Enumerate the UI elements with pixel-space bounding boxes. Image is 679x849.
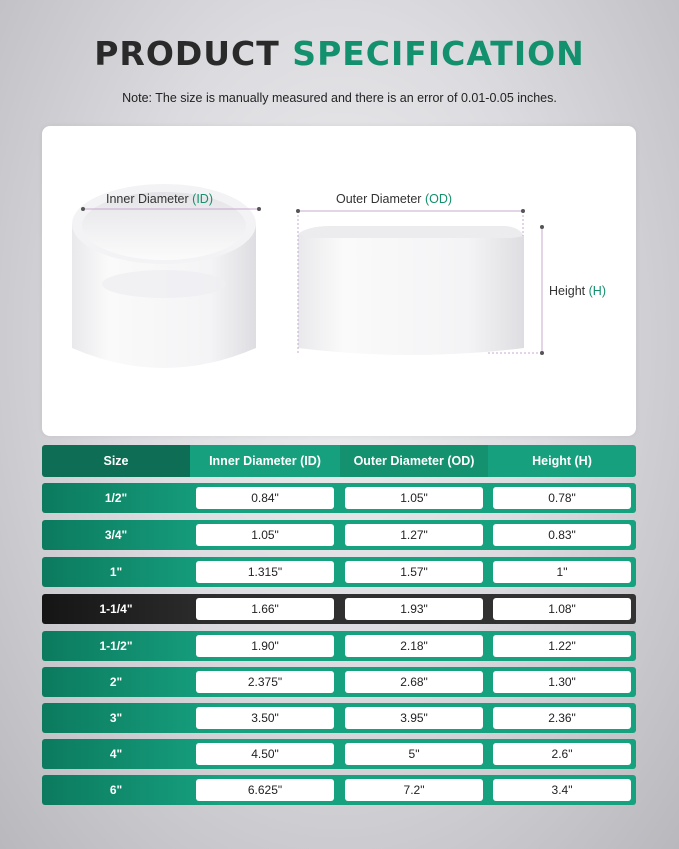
- header-size: Size: [103, 454, 129, 468]
- table-row: [42, 739, 636, 769]
- od-cell: 2.68": [345, 671, 483, 693]
- height-cell: 2.36": [493, 707, 631, 729]
- header-height: Height (H): [532, 454, 592, 468]
- table-row: [42, 775, 636, 805]
- table-row: [42, 703, 636, 733]
- height-cell: 2.6": [493, 743, 631, 765]
- cap-illustrations: [42, 126, 636, 436]
- od-cell: 7.2": [345, 779, 483, 801]
- header-inner-diameter: Inner Diameter (ID): [209, 454, 321, 468]
- closed-cap-image: [298, 226, 524, 355]
- id-cell: 3.50": [196, 707, 334, 729]
- od-cell: 1.27": [345, 524, 483, 546]
- table-row: [42, 667, 636, 697]
- od-cell: 1.93": [345, 598, 483, 620]
- size-cell: 1-1/4": [99, 602, 133, 616]
- od-cell: 1.05": [345, 487, 483, 509]
- table-row: [42, 557, 636, 587]
- product-diagram-panel: [42, 126, 636, 436]
- id-cell: 1.90": [196, 635, 334, 657]
- id-cell: 1.315": [196, 561, 334, 583]
- od-cell: 5": [345, 743, 483, 765]
- size-cell: 1/2": [104, 491, 128, 505]
- table-header: [42, 445, 636, 477]
- height-label: Height (H): [549, 284, 606, 298]
- title-product: PRODUCT: [94, 34, 280, 73]
- inner-diameter-label: Inner Diameter (ID): [106, 192, 213, 206]
- id-cell: 0.84": [196, 487, 334, 509]
- height-cell: 1.30": [493, 671, 631, 693]
- height-cell: 3.4": [493, 779, 631, 801]
- id-cell: 6.625": [196, 779, 334, 801]
- table-row: [42, 520, 636, 550]
- size-cell: 4": [109, 747, 123, 761]
- height-cell: 1": [493, 561, 631, 583]
- outer-diameter-label: Outer Diameter (OD): [336, 192, 453, 206]
- size-cell: 1-1/2": [99, 639, 133, 653]
- od-cell: 1.57": [345, 561, 483, 583]
- id-cell: 4.50": [196, 743, 334, 765]
- height-cell: 0.78": [493, 487, 631, 509]
- table-row-highlighted: [42, 594, 636, 624]
- id-cell: 2.375": [196, 671, 334, 693]
- table-row: [42, 483, 636, 513]
- header-outer-diameter: Outer Diameter (OD): [353, 454, 475, 468]
- id-cell: 1.05": [196, 524, 334, 546]
- page-title: [0, 34, 679, 73]
- height-cell: 1.22": [493, 635, 631, 657]
- size-cell: 1": [109, 565, 123, 579]
- height-cell: 0.83": [493, 524, 631, 546]
- table-row: [42, 631, 636, 661]
- measurement-note: Note: The size is manually measured and there is an error of 0.01-0.05 inches.: [122, 91, 557, 105]
- od-cell: 2.18": [345, 635, 483, 657]
- size-cell: 3": [109, 711, 123, 725]
- size-cell: 3/4": [104, 528, 128, 542]
- height-cell: 1.08": [493, 598, 631, 620]
- id-cell: 1.66": [196, 598, 334, 620]
- open-cap-image: [72, 184, 256, 368]
- title-specification: SPECIFICATION: [292, 34, 585, 73]
- size-cell: 6": [109, 783, 123, 797]
- od-cell: 3.95": [345, 707, 483, 729]
- size-cell: 2": [109, 675, 123, 689]
